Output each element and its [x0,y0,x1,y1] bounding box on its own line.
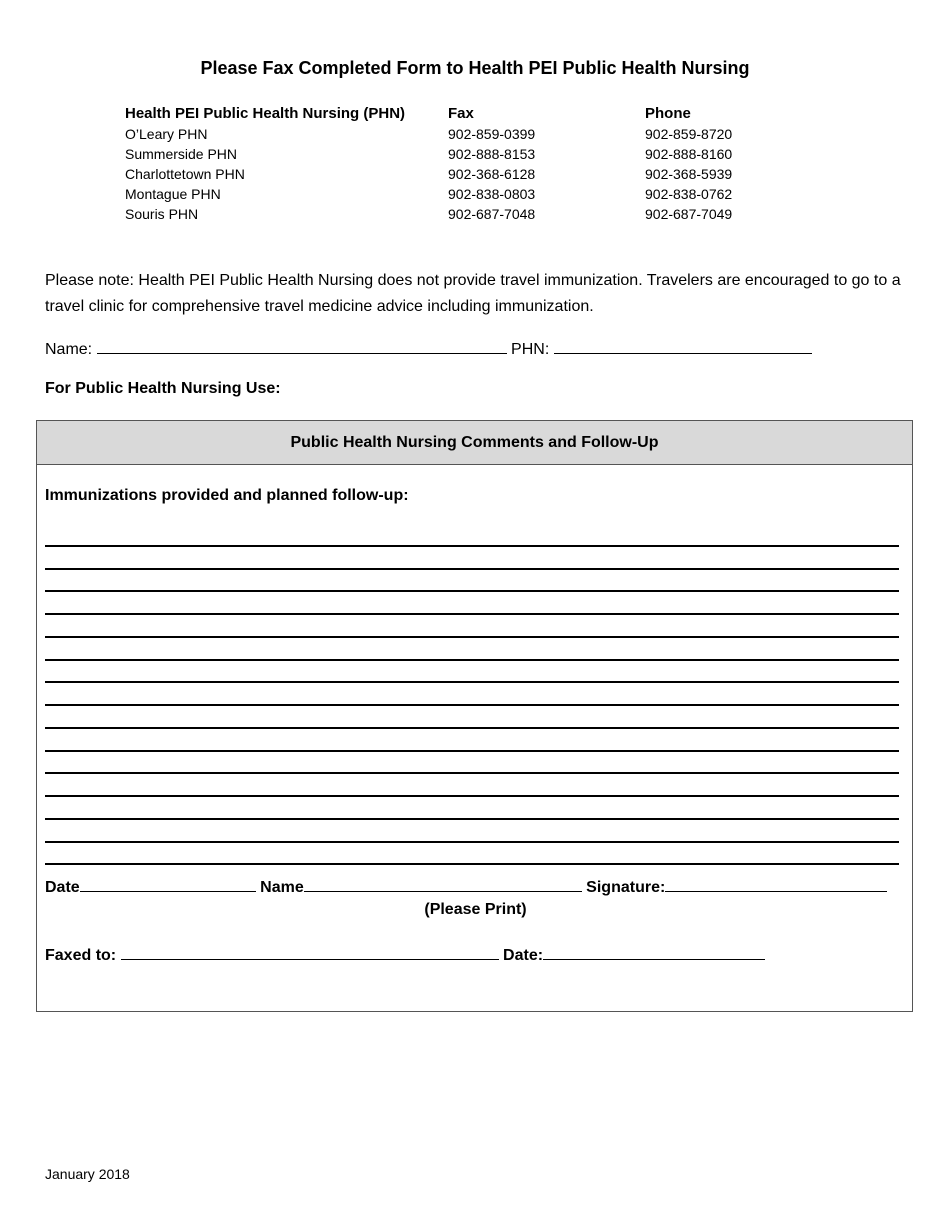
phone-number: 902-859-8720 [645,126,733,142]
fax-number: 902-838-0803 [448,186,536,202]
phone-number: 902-368-5939 [645,166,733,182]
name-label: Name: [45,341,93,358]
comments-followup-box [36,420,913,1012]
contact-table-header [125,102,795,124]
ruled-line [45,570,899,593]
nurse-name-field[interactable] [304,877,582,892]
fax-number: 902-687-7048 [448,206,536,222]
office-name: Charlottetown PHN [125,166,245,182]
immunizations-subheading: Immunizations provided and planned follow-up: [45,487,409,504]
phn-contact-table [125,102,795,224]
ruled-line [45,592,899,615]
please-print-note: (Please Print) [424,901,527,918]
office-name: Summerside PHN [125,146,238,162]
office-name: O’Leary PHN [125,126,208,142]
fax-number: 902-859-0399 [448,126,536,142]
followup-notes-area[interactable] [45,524,899,865]
office-name: Souris PHN [125,206,199,222]
nurse-name-label: Name [260,879,304,896]
fax-number: 902-888-8153 [448,146,536,162]
ruled-line [45,661,899,684]
date-field[interactable] [80,877,256,892]
ruled-line [45,843,899,866]
table-row [125,164,795,184]
travel-immunization-note: Please note: Health PEI Public Health Nursing does not provide travel immunization. Travelers are encouraged to go to a travel clinic for comprehensive travel medicine advice including immunization. [45,272,901,315]
table-row [125,144,795,164]
phone-number: 902-687-7049 [645,206,733,222]
office-name: Montague PHN [125,186,221,202]
public-health-use-heading: For Public Health Nursing Use: [45,380,281,397]
form-title: Please Fax Completed Form to Health PEI Public Health Nursing [200,58,750,78]
signature-label: Signature: [586,879,666,896]
ruled-line [45,524,899,547]
phn-field[interactable] [554,339,812,354]
name-field[interactable] [97,339,507,354]
ruled-line [45,729,899,752]
ruled-line [45,615,899,638]
ruled-line [45,683,899,706]
signature-row [45,877,887,897]
box-header: Public Health Nursing Comments and Follow-Up [37,421,912,465]
date-label: Date [45,879,80,896]
fax-number: 902-368-6128 [448,166,536,182]
ruled-line [45,706,899,729]
fax-date-label: Date: [503,947,544,964]
faxed-to-label: Faxed to: [45,947,117,964]
ruled-line [45,820,899,843]
header-phone: Phone [645,104,691,122]
ruled-line [45,797,899,820]
signature-field[interactable] [665,877,887,892]
table-row [125,204,795,224]
header-fax: Fax [448,104,474,122]
phone-number: 902-838-0762 [645,186,733,202]
fax-row [45,945,765,965]
ruled-line [45,547,899,570]
patient-identity-row [45,339,812,359]
phone-number: 902-888-8160 [645,146,733,162]
header-office: Health PEI Public Health Nursing (PHN) [125,104,406,122]
table-row [125,184,795,204]
ruled-line [45,752,899,775]
ruled-line [45,638,899,661]
fax-date-field[interactable] [543,945,765,960]
faxed-to-field[interactable] [121,945,499,960]
revision-date: January 2018 [45,1166,130,1182]
ruled-line [45,774,899,797]
table-row [125,124,795,144]
phn-label: PHN: [511,341,550,358]
